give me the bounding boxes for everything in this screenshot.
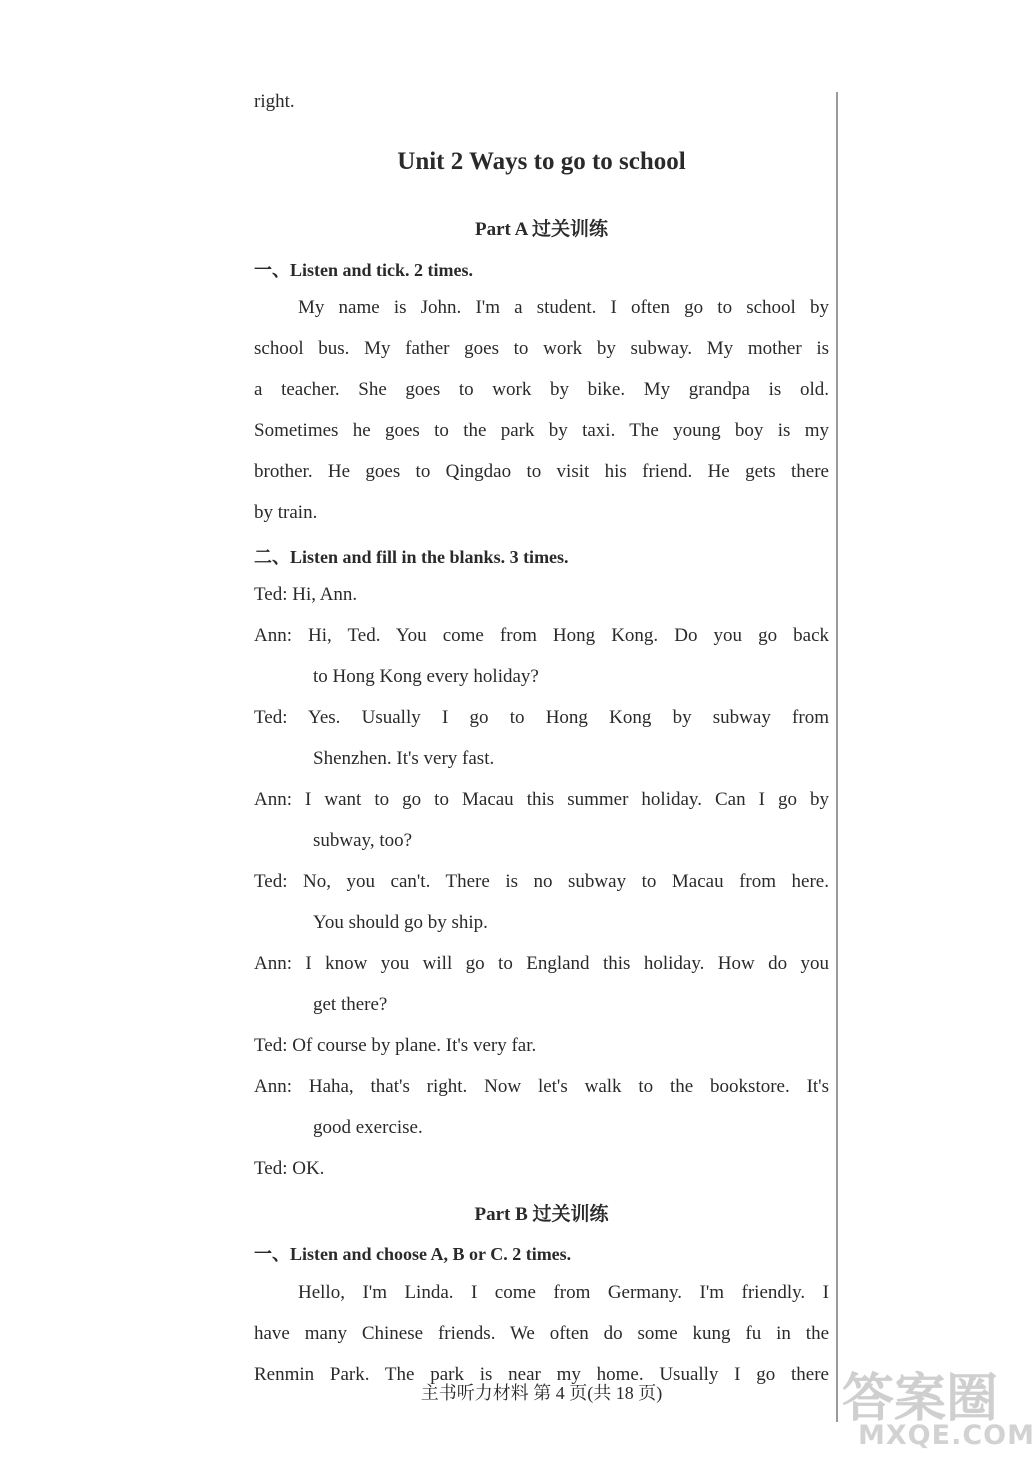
unit-title: Unit 2 Ways to go to school [397,148,686,175]
dialogue-line: Ted: Yes. Usually I go to Hong Kong by subway from [254,707,829,728]
dialogue-line: get there? [313,994,388,1015]
paragraph-line: Sometimes he goes to the park by taxi. The young boy is my [254,420,829,441]
part-a-section-1-heading: 一、Listen and tick. 2 times. [254,260,474,280]
paragraph-line: have many Chinese friends. We often do some kung fu in the [254,1323,829,1344]
page-footer: 主书听力材料 第 4 页(共 18 页) [420,1383,663,1403]
paragraph-line: Hello, I'm Linda. I come from Germany. I'm friendly. I [298,1282,829,1303]
dialogue-line: Ann: Hi, Ted. You come from Hong Kong. Do you go back [254,625,829,646]
dialogue-line: Shenzhen. It's very fast. [313,748,495,769]
part-b-section-1-heading: 一、Listen and choose A, B or C. 2 times. [254,1244,572,1264]
dialogue-line: Ted: No, you can't. There is no subway to Macau from here. [254,871,829,892]
dialogue-line: Ted: OK. [254,1158,325,1179]
dialogue-line: to Hong Kong every holiday? [313,666,539,687]
watermark-url: MXQE.COM [858,1420,1035,1451]
paragraph-line: a teacher. She goes to work by bike. My grandpa is old. [254,379,829,400]
dialogue-line: subway, too? [313,830,413,851]
paragraph-line: by train. [254,502,318,523]
paragraph-line: Renmin Park. The park is near my home. Usually I go there [254,1364,829,1385]
dialogue-line: good exercise. [313,1117,423,1138]
paragraph-line: brother. He goes to Qingdao to visit his friend. He gets there [254,461,829,482]
paragraph-line: My name is John. I'm a student. I often go to school by [298,297,829,318]
paragraph-line: school bus. My father goes to work by subway. My mother is [254,338,829,359]
part-a-section-2-heading: 二、Listen and fill in the blanks. 3 times. [254,547,569,567]
dialogue-line: You should go by ship. [313,912,488,933]
header-fragment: right. [254,91,295,112]
dialogue-line: Ann: Haha, that's right. Now let's walk to the bookstore. It's [254,1076,829,1097]
part-a-title: Part A 过关训练 [475,219,608,240]
dialogue-line: Ann: I know you will go to England this holiday. How do you [254,953,829,974]
dialogue-line: Ted: Hi, Ann. [254,584,358,605]
part-b-title: Part B 过关训练 [474,1204,609,1225]
margin-rule [836,92,838,1422]
watermark-logo: 答案圈 [842,1369,999,1429]
dialogue-line: Ann: I want to go to Macau this summer holiday. Can I go by [254,789,829,810]
dialogue-line: Ted: Of course by plane. It's very far. [254,1035,537,1056]
